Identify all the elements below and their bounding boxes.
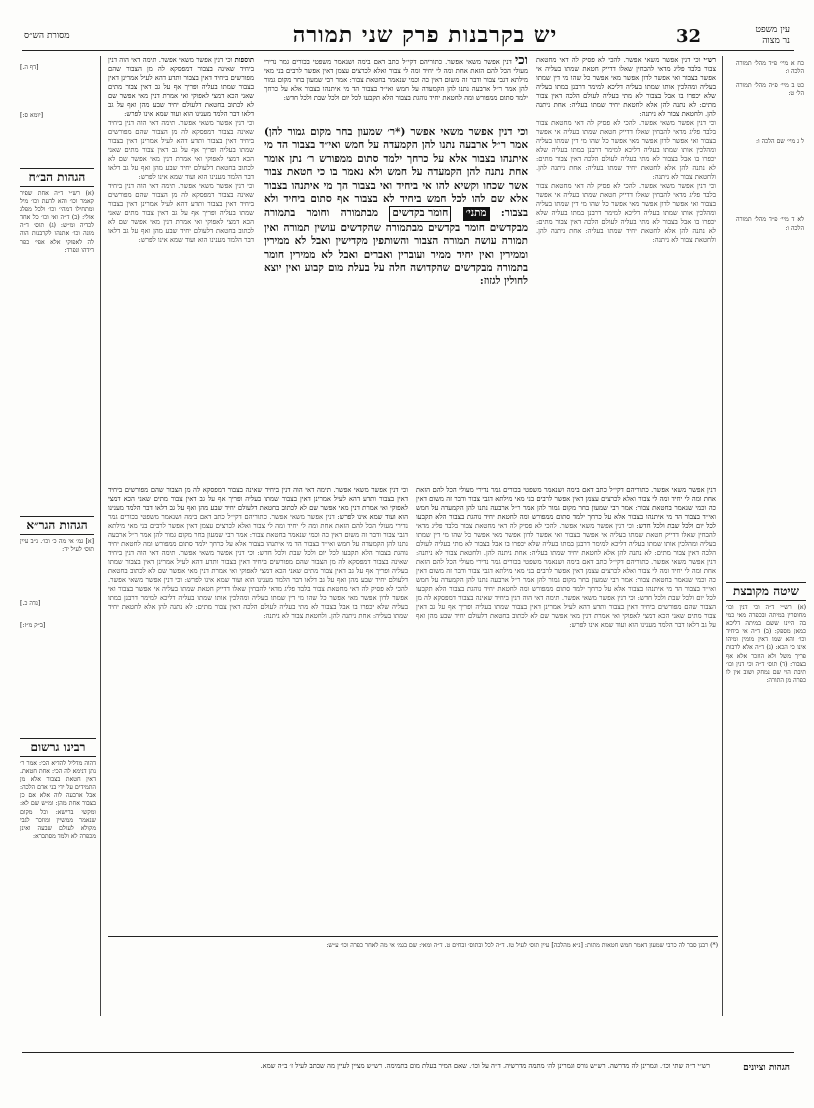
masoret-ref: [נדה כ.] [20, 600, 41, 607]
page-title: יש בקרבנות פרק שני תמורה [292, 22, 558, 48]
lower-text: וכי דנין אפשר משאי אפשר. להכי לא פסיק לה דאי מחטאת צבור בלבד פליג מדאי להבחין שאלו דדייק חטאת שמתו בעליה אי אפשר בצבור ואי אפשר לדון אפשר מאי אפשר כל שהו מי דין שמתו בעליה ומהלכין אותו שמתו בעליה דליכא למימר דרבנן במתו בעליה שלא יכפרו בו אבל בצבור לא מתי בעליה לעולם הלכה דאין צבור מתים: לא נתנה להן אלא לחטאת יחיד שמתו בעליה: אחת ניתנה להן. ולחטאת צבור לא ניתנה: [416, 522, 716, 557]
rashi-text: וכי דנין אפשר משאי אפשר. להכי לא פסיק לה דאי מחטאת צבור בלבד פליג מדאי להבחין שאלו דדייק חטאת שמתו בעליה אי אפשר בצבור ואי אפשר לדון אפשר מאי אפשר כל שהו מי דין שמתו בעליה ומהלכין אותו שמתו בעליה דליכא למימר דרבנן במתו בעליה שלא יכפרו בו אבל בצבור לא מתי בעליה לעולם הלכה דאין צבור מתים: לא נתנה להן אלא לחטאת יחיד שמתו בעליה: אחת ניתנה להן. ולחטאת צבור לא ניתנה: [536, 56, 716, 118]
lower-text: דנין אפשר משאי אפשר. כתוריהם דקי״ל כתב דאם בימה ושנאמר משפטי בכורים גמר נדירי מעולי הכל להם הזאת אחת ומה לי יחיד ומה לי צבור ואלא לכרצים עצמן דאין אפשר לרבים בני מאי מילתא דגבי צבור ודבר זה משום דאין כה וכמי שנאמר בחטאת צבור: אמר רבי שמעון בחר מקום גמור להן אמר ר״ל ארבעה נתנו להן הקמעדה על חמש ואי״ד בצבור הד מי איתנהו בצבור אלא על כרחך ילמד סתום ממפורש ומה לחטאת יחיד נוהגת בצבור הלא תקבעו לכל יום ולכל שבת ולכל חדש: [108, 513, 408, 557]
ein-mishpat-entry: לא ד מיי׳ פ״ד מהל׳ תמורה הלכה ו: [736, 216, 804, 232]
gemara-text [264, 126, 528, 289]
rashi-continued: וכי דנין אפשר משאי אפשר. להכי לא פסיק לה דאי מחטאת צבור בלבד פליג מדאי להבחין שאלו דדייק חטאת שמתו בעליה אי אפשר בצבור ואי אפשר לדון אפשר מאי אפשר כל שהו מי דין שמתו בעליה ומהלכין אותו שמתו בעליה דליכא למימר דרבנן במתו בעליה שלא יכפרו בו אבל בצבור לא מתי בעליה לעולם הלכה דאין צבור מתים: לא נתנה להן אלא לחטאת יחיד שמתו בעליה: אחת ניתנה להן. ולחטאת צבור לא ניתנה: [536, 119, 716, 181]
hagahot-habach-box [20, 168, 94, 498]
lower-text: וכי דנין אפשר משאי אפשר. להכי לא פסיק לה דאי מחטאת צבור בלבד פליג מדאי להבחין שאלו דדייק חטאת שמתו בעליה אי אפשר בצבור ואי אפשר לדון אפשר מאי אפשר כל שהו מי דין שמתו בעליה ומהלכין אותו שמתו בעליה דליכא למימר דרבנן במתו בעליה שלא יכפרו בו אבל בצבור לא מתי בעליה לעולם הלכה דאין צבור מתים: לא נתנה להן אלא לחטאת יחיד שמתו בעליה: אחת ניתנה להן. ולחטאת צבור לא ניתנה: [108, 576, 408, 620]
gemara-opening-word: וכי [514, 56, 528, 68]
ein-mishpat-entry: כח א מיי׳ פ״ד מהל׳ תמורה הלכה ו: [736, 60, 804, 76]
rabbeinu-gershom-box [20, 738, 96, 1008]
lower-gemara-right [416, 486, 716, 926]
hagahot-hagra-box [20, 516, 94, 586]
footer-text: רש״י ד״ה שתי וכו׳. וגמרינן לה מדרשה. רש״ש גורס וגמרינן לה׳ מתמה מדרשיה. ד״ה על וכו׳. שאם המיר בעלת מום בתמימה. רש״ש מציין לעיין מה שכתב לעיל ז׳ ב״ה שמא. [260, 1062, 710, 1070]
masoret-column [20, 56, 92, 176]
mishnah-label: מתני׳ [463, 207, 490, 220]
tosafot-continued: וכי דנין אפשר משאי אפשר. תימה דאי הוה דנין ביחיד שאינה בצבור דמפסקא לה מן הצבור שהם מפורשים ביחיד דאין בצבור ותדע דהא לעיל אמרינן דאין בצבור שמתו בעליה ופריך אף על גב דאין צבור מתים שאני הכא דמצי לאפוקי ואי אמרת דנין מאי אפשר שם לא לכתוב בחטאת דלעולם יחיד שבע מהן ואף על גב דלאו דבר הלמד מענינו הוא ועוד שמא אינו לפרש: [108, 182, 254, 244]
ein-mishpat-label: עין משפט [755, 25, 790, 35]
lower-text: וכי דנין אפשר משאי אפשר. תימה דאי הוה דנין ביחיד שאינה בצבור דמפסקא לה מן הצבור שהם מפורשים ביחיד דאין בצבור ותדע דהא לעיל אמרינן דאין בצבור שמתו בעליה ופריך אף על גב דאין צבור מתים שאני הכא דמצי לאפוקי ואי אמרת דנין מאי אפשר שם לא לכתוב בחטאת דלעולם יחיד שבע מהן ואף על גב דלאו דבר הלמד מענינו הוא ועוד שמא אינו לפרש: [416, 594, 716, 629]
ner-mitzvah-label: נר מצוה [762, 36, 790, 46]
bottom-note: (*) רבנן סבר לה כרבי שמעון דאמר חמש חטאות מתות: [נ״א מהלכה] עיין תוס׳ לעיל טז. ד״ה לכל ובתוס׳ זבחים ט. ד״ה ומאי: שם בגמ׳ אי מה לאחר כפרה וכו׳ ע״ש: [326, 942, 718, 949]
footer-label: הגהות וציונים [743, 1063, 790, 1073]
masoret-column-lower [20, 596, 92, 656]
masoret-label: מסורת הש״ס [24, 31, 70, 41]
tosafot-heading: תוספות [234, 56, 254, 64]
lower-text: וכי דנין אפשר משאי אפשר. תימה דאי הוה דנין ביחיד שאינה בצבור דמפסקא לה מן הצבור שהם מפורשים ביחיד דאין בצבור ותדע דהא לעיל אמרינן דאין בצבור שמתו בעליה ופריך אף על גב דאין צבור מתים שאני הכא דמצי לאפוקי ואי אמרת דנין מאי אפשר שם לא לכתוב בחטאת דלעולם יחיד שבע מהן ואף על גב דלאו דבר הלמד מענינו הוא ועוד שמא אינו לפרש: [108, 486, 408, 521]
masoret-ref: [דף ה.] [20, 64, 39, 71]
masoret-ref: [יומא ס:] [20, 112, 43, 120]
hagahot-habach-title: הגהות הב״ח [20, 168, 94, 187]
footer-rule [22, 1052, 794, 1053]
main-text-block [264, 126, 528, 426]
lower-text: וכי דנין אפשר משאי אפשר. תימה דאי הוה דנין ביחיד שאינה בצבור דמפסקא לה מן הצבור שהם מפורשים ביחיד דאין בצבור ותדע דהא לעיל אמרינן דאין בצבור שמתו בעליה ופריך אף על גב דאין צבור מתים שאני הכא דמצי לאפוקי ואי אמרת דנין מאי אפשר שם לא לכתוב בחטאת דלעולם יחיד שבע מהן ואף על גב דלאו דבר הלמד מענינו הוא ועוד שמא אינו לפרש: [108, 549, 408, 584]
column-rule [100, 56, 101, 1016]
gemara-prefix: וכי דנין אפשר משאי אפשר (*ר׳ שמעון בחר מקום גמור להן) אמר ר״ל ארבעה נתנו להן הקמעדה על חמש ואי״ד בצבור הד מי איתנהו בצבור אלא על כרחך ילמד סתום ממפורש ר׳ נתן אומר אחת נתנה להן הקמעדה על חמש ולא נאמר בו כי חטאת צבור אשר שכחו וקשיא להו אי ביחיד ואי בצבור הך מי איתנהו בצבור אלא שם להו לכל חמש ביחיד לא בצבור אף סתום ביחיד ולא בצבור: [264, 126, 528, 220]
rashi-column [536, 56, 716, 476]
header-rule [22, 50, 794, 51]
ein-mishpat-entry: ל ג מיי׳ שם הלכה ו: [755, 138, 804, 146]
hagahot-hagra-title: הגהות הגר״א [20, 516, 94, 535]
ein-mishpat-entry: כט ב מיי׳ פ״ה מהל׳ תמורה הל׳ ט: [736, 82, 804, 98]
tosafot-continued: וכי דנין אפשר משאי אפשר. תימה דאי הוה דנין ביחיד שאינה בצבור דמפסקא לה מן הצבור שהם מפורשים ביחיד דאין בצבור ותדע דהא לעיל אמרינן דאין בצבור שמתו בעליה ופריך אף על גב דאין צבור מתים שאני הכא דמצי לאפוקי ואי אמרת דנין מאי אפשר שם לא לכתוב בחטאת דלעולם יחיד שבע מהן ואף על גב דלאו דבר הלמד מענינו הוא ועוד שמא אינו לפרש: [108, 119, 254, 181]
ein-mishpat-column [736, 56, 804, 576]
shita-mekubetzet-box [726, 582, 806, 974]
gemara-top-text [264, 56, 528, 122]
mishnah-keyword: חומר בקדשים [389, 206, 451, 221]
bottom-rule [108, 936, 718, 937]
lower-text: דנין אפשר משאי אפשר. כתוריהם דקי״ל כתב דאם בימה ושנאמר משפטי בכורים גמר נדירי מעולי הכל להם הזאת אחת ומה לי יחיד ומה לי צבור ואלא לכרצים עצמן דאין אפשר לרבים בני מאי מילתא דגבי צבור ודבר זה משום דאין כה וכמי שנאמר בחטאת צבור: אמר רבי שמעון בחר מקום גמור להן אמר ר״ל ארבעה נתנו להן הקמעדה על חמש ואי״ד בצבור הד מי איתנהו בצבור אלא על כרחך ילמד סתום ממפורש ומה לחטאת יחיד נוהגת בצבור הלא תקבעו לכל יום ולכל שבת ולכל חדש: [416, 558, 716, 602]
hagahot-habach-text: (א) רש״י ד״ה אחת שפיר קאמר וכו׳ והא לדעת וכו׳ מיל ומתחילו דמהי׳ וכו׳ ולכל מפלג אולי: (ב) ד״ה ואי וכו׳ כל אחד לכדיה ומ״ש: (ג) תוס׳ ד״ה מונה וכו׳ אתנהו לקרבנות הוה לה לאפוקי אלא אפי׳ כפר דידהו ונפרד: [20, 190, 94, 254]
shita-mekubetzet-title: שיטה מקובצת [726, 582, 806, 601]
page-number: 32 [676, 26, 702, 47]
shita-mekubetzet-text: (א) רש״י ד״ה וכי דנין וכו׳ מחוסרין במיתה ובכפרה מאי כמי בה היינו ששם במיתה דליכא כמאן מספק: (ב) ד״ה אי ביחיד וכו׳ והא שמו דאין מומין ומיהו אינו כי הכא: (ג) ד״ה אלא לרבות פריך משל ולא הוזכר אלא אף בצבור: (ד) תוס׳ ד״ה וכי דנין וכו׳ תיבת הוי שם נמחק ושוב אין לו כפרה מן התורה: [726, 604, 806, 684]
tosafot-text: וכי דנין אפשר משאי אפשר. תימה דאי הוה דנין ביחיד שאינה בצבור דמפסקא לה מן הצבור שהם מפורשים ביחיד דאין בצבור ותדע דהא לעיל אמרינן דאין בצבור שמתו בעליה ופריך אף על גב דאין צבור מתים שאני הכא דמצי לאפוקי ואי אמרת דנין מאי אפשר שם לא לכתוב בחטאת דלעולם יחיד שבע מהן ואף על גב דלאו דבר הלמד מענינו הוא ועוד שמא אינו לפרש: [108, 56, 254, 118]
gemara-top-area [264, 56, 528, 122]
rashi-heading: רש״י [703, 56, 716, 64]
mishnah-text: מבתמורה וחומר בתמורה מבקדשים חומר בקדשים מבתמורה שהקדשים עושין תמורה ואין תמורה עושה תמורה הצבור והשותפין מקדישין ואבל לא ממירין וממירין ואין יחיד ממיר ועוברין ואברים ואבל לא ממירין חומר בתמורה מבקדשים שהקדושה חלה על בעלת מום קבוע ואין יוצא לחולין לגזוז: [264, 207, 528, 288]
rashi-continued: וכי דנין אפשר משאי אפשר. להכי לא פסיק לה דאי מחטאת צבור בלבד פליג מדאי להבחין שאלו דדייק חטאת שמתו בעליה אי אפשר בצבור ואי אפשר לדון אפשר מאי אפשר כל שהו מי דין שמתו בעליה ומהלכין אותו שמתו בעליה דליכא למימר דרבנן במתו בעליה שלא יכפרו בו אבל בצבור לא מתי בעליה לעולם הלכה דאין צבור מתים: לא נתנה להן אלא לחטאת יחיד שמתו בעליה: אחת ניתנה להן. ולחטאת צבור לא ניתנה: [536, 182, 716, 244]
masoret-ref: [ב״ק מ״ז:] [20, 622, 46, 630]
lower-gemara-left [108, 486, 408, 926]
hagahot-hagra-text: [א] גמ׳ אי מה כ׳ וכו׳. נ״ב עיין תוס׳ לעיל יד: [20, 538, 94, 554]
tosafot-column [108, 56, 254, 476]
lower-text: דנין אפשר משאי אפשר. כתוריהם דקי״ל כתב דאם בימה ושנאמר משפטי בכורים גמר נדירי מעולי הכל להם הזאת אחת ומה לי יחיד ומה לי צבור ואלא לכרצים עצמן דאין אפשר לרבים בני מאי מילתא דגבי צבור ודבר זה משום דאין כה וכמי שנאמר בחטאת צבור: אמר רבי שמעון בחר מקום גמור להן אמר ר״ל ארבעה נתנו להן הקמעדה על חמש ואי״ד בצבור הד מי איתנהו בצבור אלא על כרחך ילמד סתום ממפורש ומה לחטאת יחיד נוהגת בצבור הלא תקבעו לכל יום ולכל שבת ולכל חדש: [416, 486, 716, 530]
rabbeinu-gershom-title: רבינו גרשום [20, 738, 96, 757]
rabbeinu-gershom-text: דהוה מדליל להדיא הכי: אמר ר׳ נתן דנימא לה הכי: אחת חטאת. דאין חטאת בצבור אלא מן התמידים על ידי בני אדם הלכה: אבל ארבעה לוה אלא אם כן בצבור אחת מהן: ומ״ש שם לא: ומקשי ברישא: וכל מקום שנאמר ממשיין ומוזכר לגבי מקולא לעולם שבעה ואינן מכפרה לא ולמד מסתברא: [20, 760, 96, 840]
column-rule [722, 56, 723, 1016]
gemara-top-body: דנין אפשר משאי אפשר. כתוריהם דקי״ל כתב דאם בימה ושנאמר משפטי בכורים גמר נדירי מעולי הכל להם הזאת אחת ומה לי יחיד ומה לי צבור ואלא לכרצים עצמן דאין אפשר לרבים בני מאי מילתא דגבי צבור ודבר זה משום דאין כה וכמי שנאמר בחטאת צבור: אמר רבי שמעון בחר מקום גמור להן אמר ר״ל ארבעה נתנו להן הקמעדה על חמש ואי״ד בצבור הד מי איתנהו בצבור אלא על כרחך ילמד סתום ממפורש ומה לחטאת יחיד נוהגת בצבור הלא תקבעו לכל יום ולכל שבת ולכל חדש: [264, 58, 528, 102]
